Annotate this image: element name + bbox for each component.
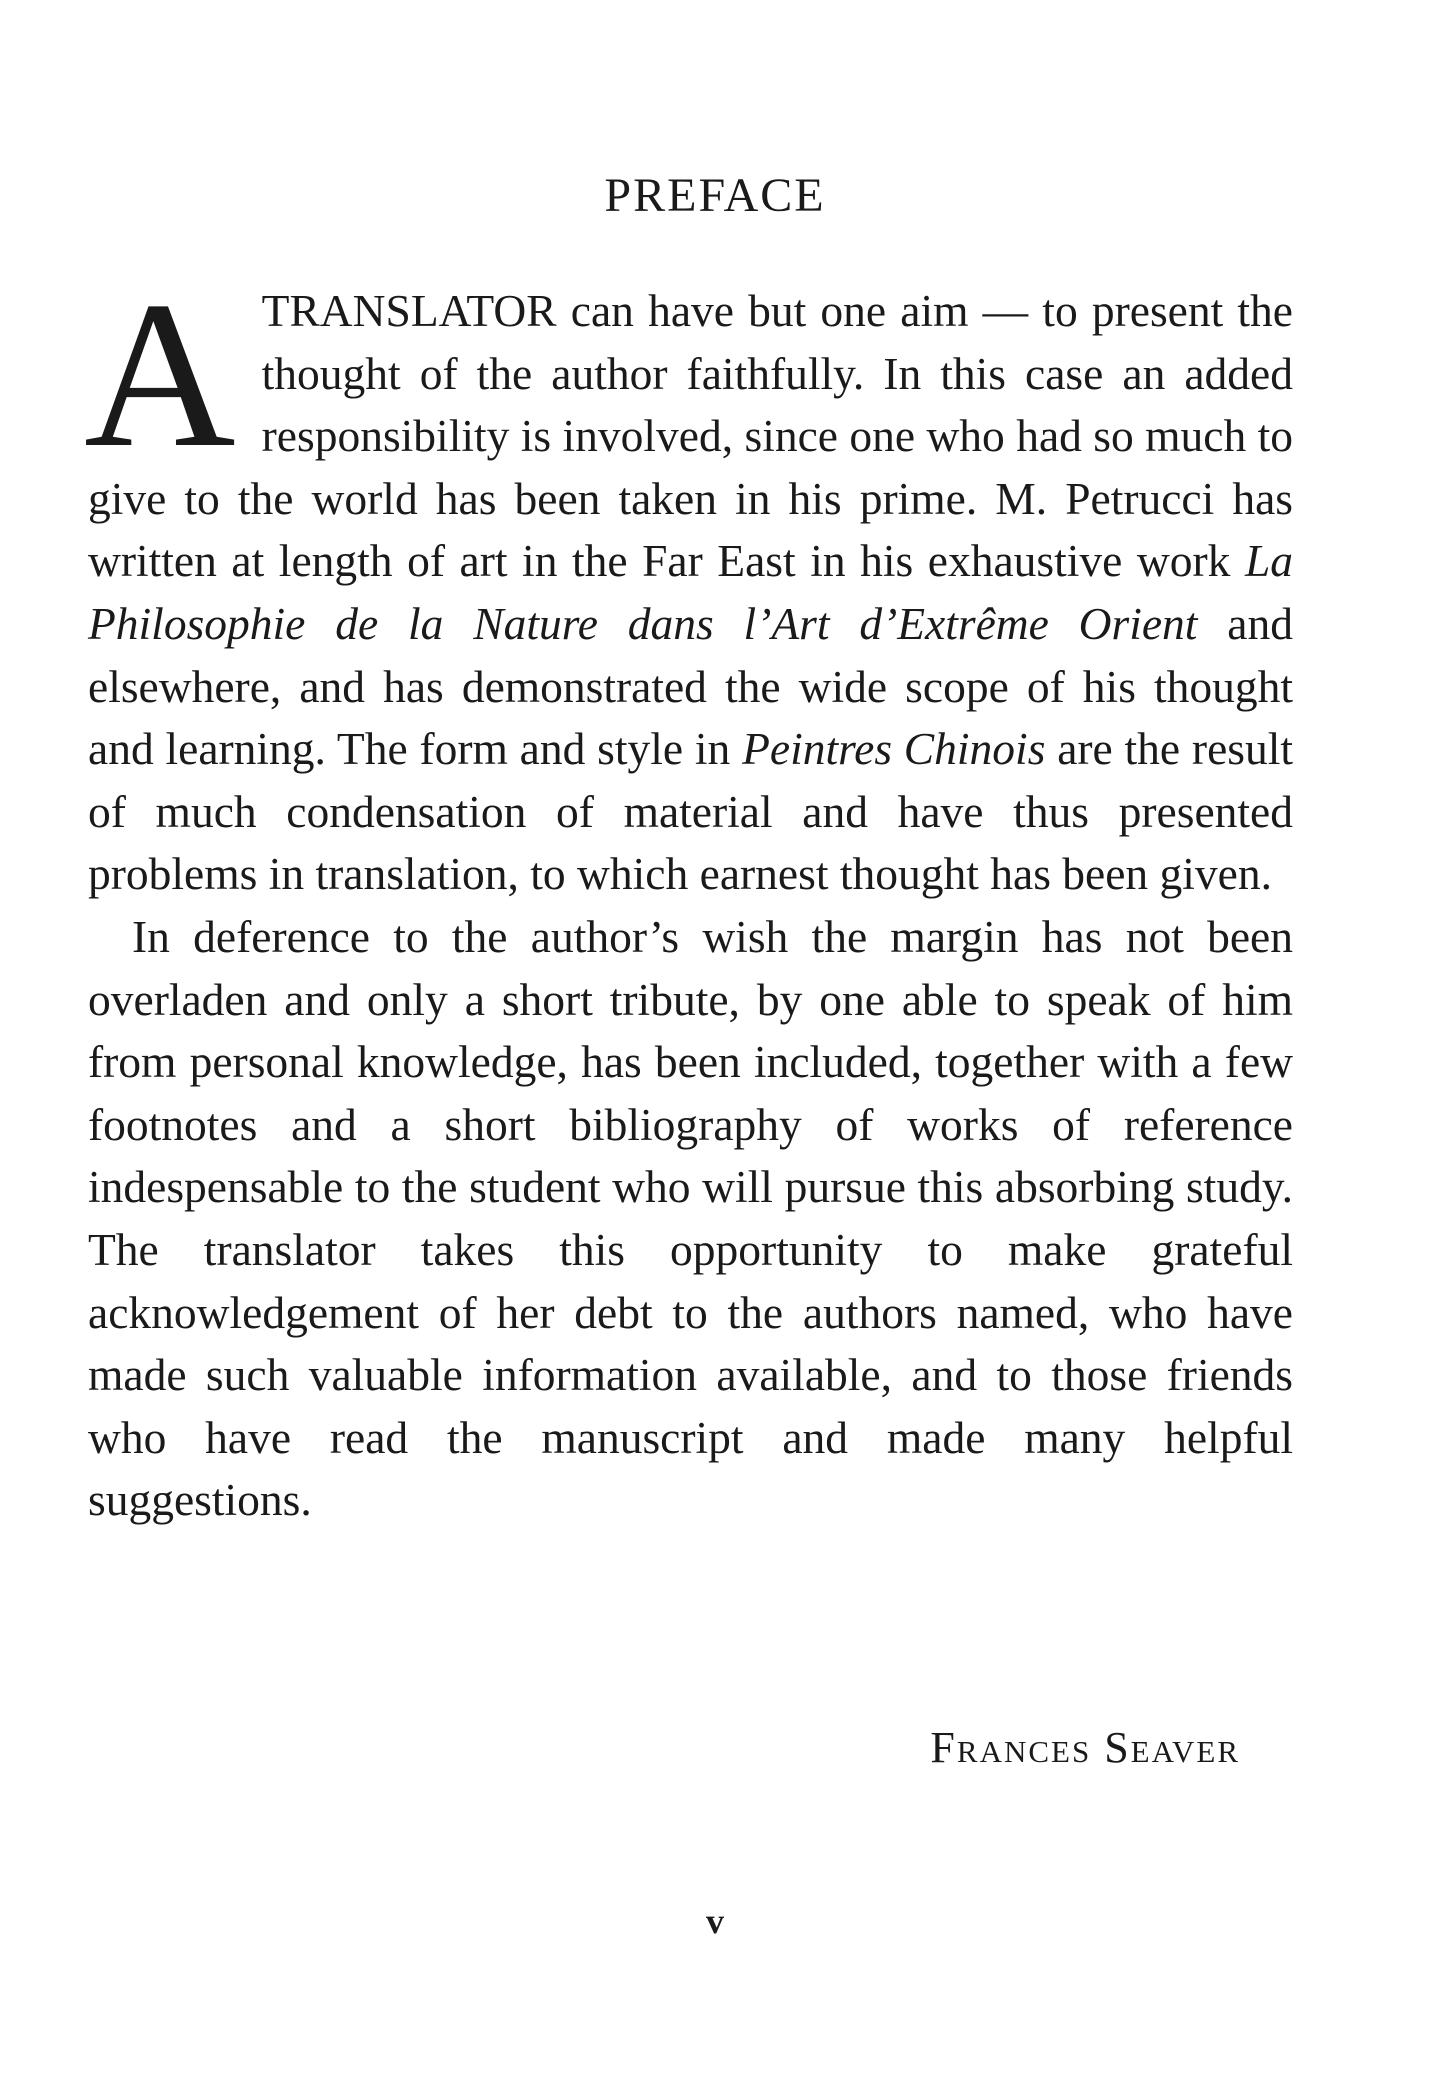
drop-cap: A [84,259,236,491]
paragraph-1-text-b: and elsewhere, and has demonstrated the wide scope of his thought and learning. The form and style in [88,597,1293,775]
book-title-peintres: Peintres Chinois [742,723,1046,775]
paragraph-1-text-c: are the result of much condensation of material and have thus presented problems in translation, to which earnest thought has been given. [88,723,1293,900]
paragraph-1 [84,259,1293,906]
signature: Frances Seaver [930,1723,1240,1772]
book-title-philosophie: La Philosophie de la Nature dans l’Art d’Extrême Orient [88,535,1293,649]
page-number: v [706,1901,724,1941]
paragraph-1-text-a: TRANSLATOR can have but one aim — to present the thought of the author faithfully. In this case an added responsibility is involved, since one who had so much to give to the world has been taken in his prime. M. Petrucci has written at length of art in the Far East in his exhaustive work [88,285,1293,587]
preface-body [84,259,1293,1532]
page-title: PREFACE [604,169,826,222]
paragraph-2: In deference to the author’s wish the margin has not been overladen and only a short tribute, by one able to speak of him from personal knowledge, has been included, together with a few footnotes and a short bibliography of works of reference indespensable to the student who will pursue this absorbing study. The translator takes this opportunity to make grateful acknowledgement of her debt to the authors named, who have made such valuable information available, and to those friends who have read the manuscript and made many helpful suggestions. [88,910,1293,1526]
